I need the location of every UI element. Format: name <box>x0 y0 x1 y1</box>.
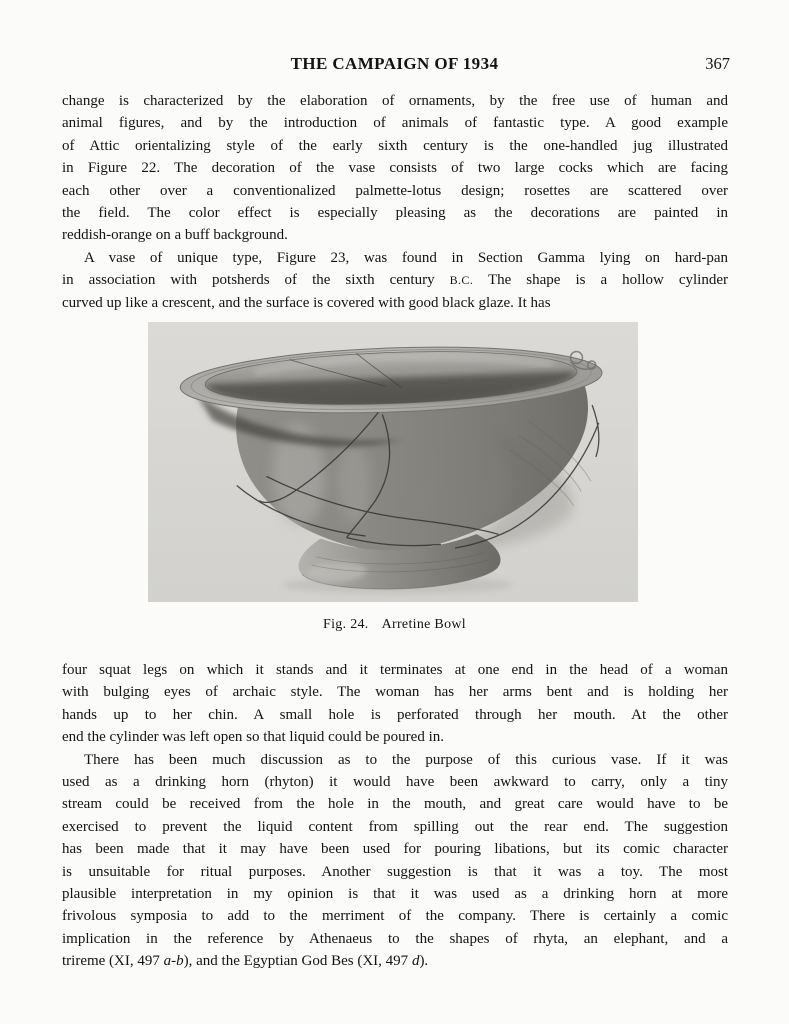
text-segment: each other over a conventionalized palmette-lotus design; rosettes are scattered over <box>62 182 728 199</box>
paragraph <box>62 659 728 749</box>
text-segment: reddish-orange on a buff background. <box>62 227 288 244</box>
paragraph <box>62 749 728 973</box>
text-line <box>62 726 728 748</box>
text-line <box>62 224 728 246</box>
figure-caption <box>0 617 789 633</box>
text-segment: with bulging eyes of archaic style. The woman has her arms bent and is holding her <box>62 684 728 701</box>
text-line <box>62 90 728 112</box>
text-segment: change is characterized by the elaboration of ornaments, by the free use of human and <box>62 93 728 109</box>
text-segment: exercised to prevent the liquid content from spilling out the rear end. The suggestion <box>62 818 728 835</box>
italic-text: a-b <box>163 953 184 970</box>
text-line <box>62 816 728 838</box>
body-text-above-figure <box>62 90 728 314</box>
text-line <box>62 704 728 726</box>
text-segment: four squat legs on which it stands and it terminates at one end in the head of a woman <box>62 662 728 678</box>
smallcaps-text: B.C. <box>449 273 474 288</box>
text-segment: A vase of unique type, Figure 23, was found in Section Gamma lying on hard-pan <box>84 249 728 266</box>
text-segment: animal figures, and by the introduction of animals of fantastic type. A good example <box>62 115 728 132</box>
text-line <box>62 883 728 905</box>
text-line <box>62 928 728 950</box>
page-title: THE CAMPAIGN OF 1934 <box>290 54 499 73</box>
text-line <box>62 905 728 927</box>
text-segment: implication in the reference by Athenaeus to the shapes of rhyta, an elephant, and a <box>62 930 728 947</box>
text-segment: trireme (XI, 497 <box>62 953 164 970</box>
text-segment: hands up to her chin. A small hole is perforated through her mouth. At the other <box>62 706 728 723</box>
text-segment: ). <box>419 953 429 970</box>
body-text-below-figure <box>62 659 728 973</box>
figure-photo-arretine-bowl <box>148 322 638 602</box>
paragraph <box>62 90 728 247</box>
running-header <box>0 54 789 76</box>
text-segment: curved up like a crescent, and the surface is covered with good black glaze. It has <box>62 294 551 311</box>
text-line <box>62 681 728 703</box>
text-line <box>62 180 728 202</box>
text-segment: of Attic orientalizing style of the early sixth century is the one-handled jug illustrated <box>62 137 728 154</box>
text-line <box>62 292 728 314</box>
text-line <box>62 838 728 860</box>
paragraph <box>62 247 728 314</box>
text-segment: end the cylinder was left open so that liquid could be poured in. <box>62 729 444 746</box>
figure-caption-label: Fig. 24. <box>323 617 369 632</box>
figure-caption-title: Arretine Bowl <box>381 617 466 632</box>
text-segment: in association with potsherds of the sixth century <box>62 272 450 289</box>
text-segment: plausible interpretation in my opinion is that it was used as a drinking horn at more <box>62 886 728 903</box>
text-line <box>62 202 728 224</box>
text-line <box>62 749 728 771</box>
text-segment: stream could be received from the hole in the mouth, and great care would have to be <box>62 796 728 813</box>
text-line <box>62 112 728 134</box>
text-line <box>62 861 728 883</box>
text-segment: used as a drinking horn (rhyton) it would have been awkward to carry, only a tiny <box>62 774 728 791</box>
text-segment: is unsuitable for ritual purposes. Another suggestion is that it was a toy. The most <box>62 863 728 880</box>
text-line <box>62 135 728 157</box>
text-segment: ), and the Egyptian God Bes (XI, 497 <box>183 953 412 970</box>
page-number: 367 <box>705 54 730 73</box>
text-segment: the field. The color effect is especially pleasing as the decorations are painted in <box>62 205 728 222</box>
text-line <box>62 950 728 972</box>
text-line <box>62 771 728 793</box>
text-line <box>62 793 728 815</box>
text-segment: There has been much discussion as to the purpose of this curious vase. If it was <box>84 751 728 768</box>
text-line <box>62 269 728 291</box>
text-segment: The shape is a hollow cylinder <box>473 272 729 289</box>
bowl-photograph <box>148 322 638 602</box>
italic-text: d <box>411 953 420 970</box>
text-segment: in Figure 22. The decoration of the vase consists of two large cocks which are facing <box>62 160 728 177</box>
text-line <box>62 659 728 681</box>
text-segment: has been made that it may have been used for pouring libations, but its comic character <box>62 841 728 858</box>
text-segment: frivolous symposia to add to the merriment of the company. There is certainly a comic <box>62 908 728 925</box>
text-line <box>62 247 728 269</box>
text-line <box>62 157 728 179</box>
